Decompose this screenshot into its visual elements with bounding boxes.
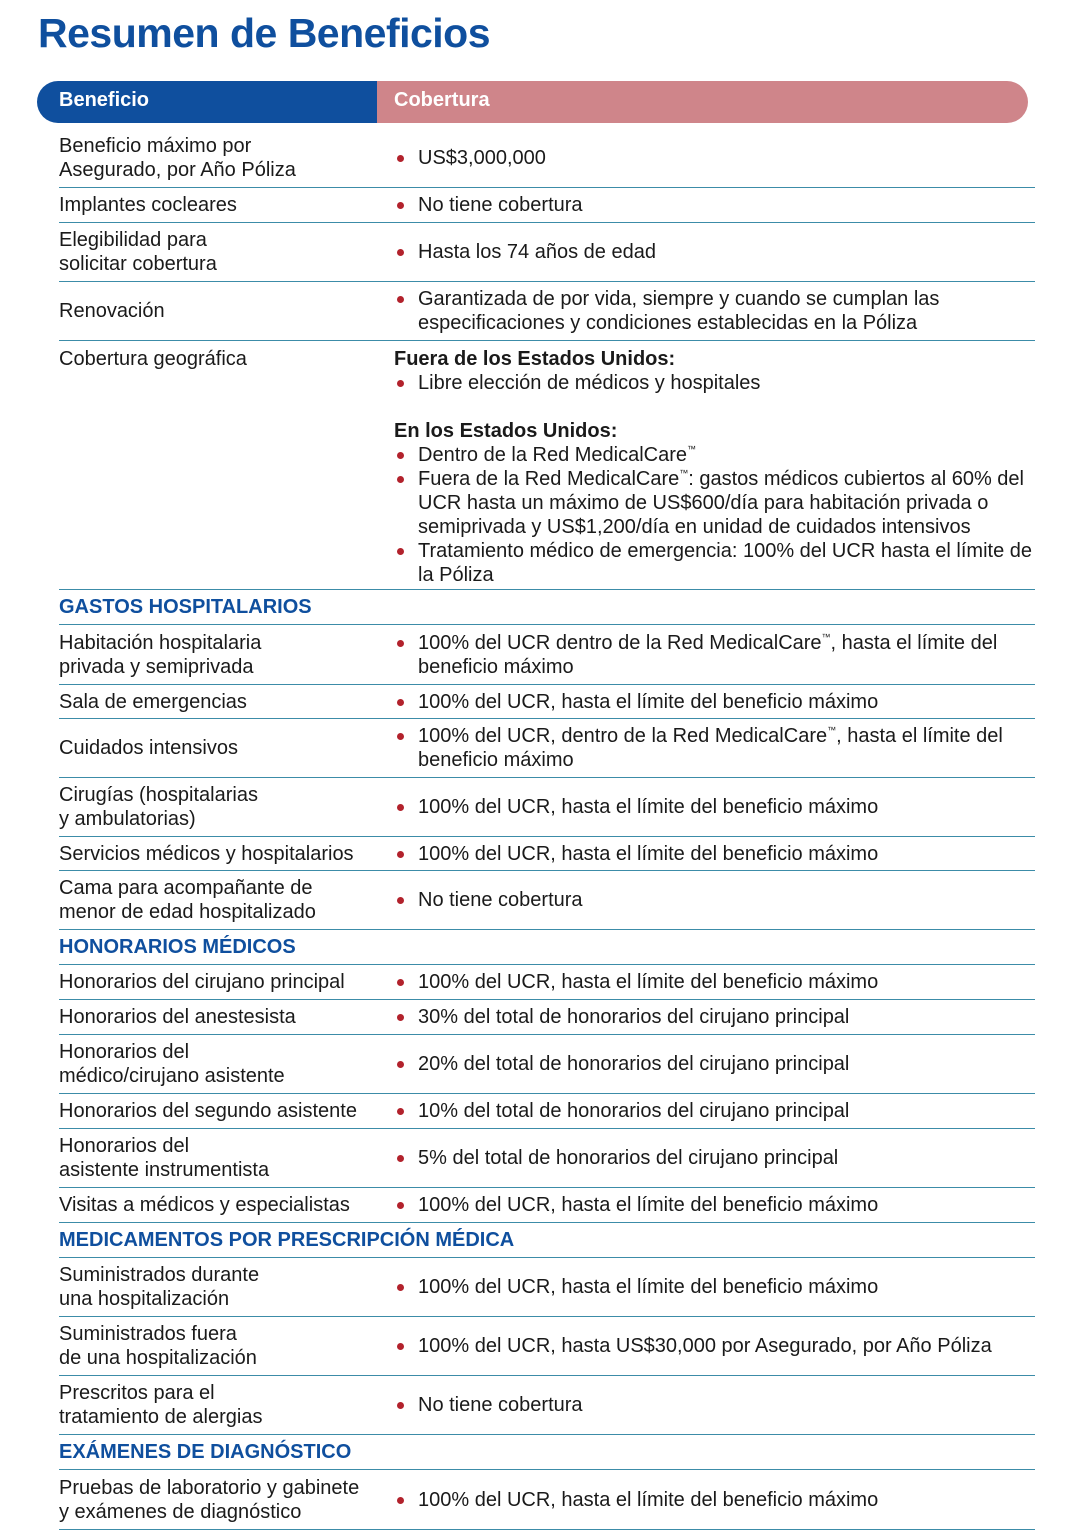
table-row (59, 685, 1035, 719)
list-item: Tratamiento médico de emergencia: 100% del UCR hasta el límite de la Póliza (394, 539, 1035, 587)
bullet-icon (397, 1014, 404, 1021)
coverage-value: 100% del UCR, hasta el límite del beneficio máximo (394, 690, 1035, 714)
bullet-icon (397, 452, 404, 459)
list-item: Dentro de la Red MedicalCare™ (394, 443, 1035, 467)
section-heading: MEDICAMENTOS POR PRESCRIPCIÓN MÉDICA (59, 1223, 1035, 1258)
coverage-value: 10% del total de honorarios del cirujano principal (394, 1099, 1035, 1123)
table-row (59, 1317, 1035, 1376)
bullet-icon (397, 1061, 404, 1068)
table-row (59, 1188, 1035, 1223)
benefit-label: Implantes cocleares (59, 194, 237, 216)
bullet-icon (397, 804, 404, 811)
table-row (59, 1376, 1035, 1435)
benefit-label: Honorarios del médico/cirujano asistente (59, 1041, 285, 1087)
benefit-label: Cirugías (hospitalarias y ambulatorias) (59, 784, 258, 830)
benefit-label: Honorarios del segundo asistente (59, 1100, 357, 1122)
benefit-label: Suministrados durante una hospitalización (59, 1264, 260, 1310)
table-header (37, 81, 1028, 123)
benefit-label: Elegibilidad para solicitar cobertura (59, 229, 217, 275)
coverage-value: No tiene cobertura (394, 1393, 1035, 1417)
table-row (59, 1000, 1035, 1035)
coverage-value: 100% del UCR, hasta US$30,000 por Asegurado, por Año Póliza (394, 1334, 1035, 1358)
table-row (59, 1129, 1035, 1188)
table-row (59, 128, 1035, 188)
table-row (59, 1094, 1035, 1129)
page-title: Resumen de Beneficios (38, 10, 491, 56)
table-row (59, 1470, 1035, 1530)
table-row (59, 719, 1035, 778)
benefit-label: Beneficio máximo por Asegurado, por Año Póliza (59, 134, 296, 181)
coverage-value: 100% del UCR, hasta el límite del beneficio máximo (394, 795, 1035, 819)
table-row (59, 188, 1035, 223)
list-item: Libre elección de médicos y hospitales (394, 371, 1035, 395)
coverage-value: 100% del UCR, hasta el límite del beneficio máximo (394, 1275, 1035, 1299)
coverage-value: 100% del UCR, hasta el límite del beneficio máximo (394, 1193, 1035, 1217)
table-row (59, 965, 1035, 1000)
coverage-value: No tiene cobertura (394, 193, 1035, 217)
outside-us-heading: Fuera de los Estados Unidos: (394, 348, 676, 370)
coverage-value (394, 347, 1035, 587)
benefit-label: Renovación (59, 300, 165, 322)
coverage-value: Hasta los 74 años de edad (394, 240, 1035, 264)
benefit-label: Cama para acompañante de menor de edad hospitalizado (59, 877, 316, 923)
benefit-label: Prescritos para el tratamiento de alergias (59, 1382, 263, 1428)
table-row (59, 871, 1035, 930)
benefit-label: Cuidados intensivos (59, 737, 238, 759)
benefit-label: Honorarios del anestesista (59, 1006, 296, 1028)
bullet-icon (397, 1343, 404, 1350)
section-heading: EXÁMENES DE DIAGNÓSTICO (59, 1435, 1035, 1470)
benefit-label: Pruebas de laboratorio y gabinete y exámenes de diagnóstico (59, 1476, 360, 1523)
table-row (59, 625, 1035, 685)
bullet-icon (397, 296, 404, 303)
header-coverage (349, 81, 1028, 123)
section-heading: HONORARIOS MÉDICOS (59, 930, 1035, 965)
bullet-icon (397, 1155, 404, 1162)
bullet-icon (397, 249, 404, 256)
benefit-label: Suministrados fuera de una hospitalización (59, 1323, 257, 1369)
table-row (59, 1035, 1035, 1094)
inside-us-heading: En los Estados Unidos: (394, 420, 618, 442)
coverage-value: 5% del total de honorarios del cirujano principal (394, 1146, 1035, 1170)
table-row (59, 1258, 1035, 1317)
table-row (59, 223, 1035, 282)
bullet-icon (397, 476, 404, 483)
benefit-label: Visitas a médicos y especialistas (59, 1194, 350, 1216)
benefits-table (59, 128, 1035, 1530)
header-benefit (37, 81, 377, 123)
coverage-value: 100% del UCR dentro de la Red MedicalCare™, hasta el límite del beneficio máximo (394, 631, 1035, 679)
benefit-label: Cobertura geográfica (59, 348, 247, 370)
benefit-label: Sala de emergencias (59, 690, 247, 713)
coverage-value: 100% del UCR, hasta el límite del beneficio máximo (394, 970, 1035, 994)
bullet-icon (397, 1402, 404, 1409)
bullet-icon (397, 1284, 404, 1291)
coverage-value: 100% del UCR, dentro de la Red MedicalCare™, hasta el límite del beneficio máximo (394, 724, 1035, 772)
header-coverage-label: Cobertura (394, 89, 490, 111)
bullet-icon (397, 699, 404, 706)
bullet-icon (397, 202, 404, 209)
bullet-icon (397, 155, 404, 162)
coverage-value: 30% del total de honorarios del cirujano principal (394, 1005, 1035, 1029)
bullet-icon (397, 733, 404, 740)
coverage-value: 100% del UCR, hasta el límite del beneficio máximo (394, 842, 1035, 866)
bullet-icon (397, 1497, 404, 1504)
coverage-value: 100% del UCR, hasta el límite del beneficio máximo (394, 1488, 1035, 1512)
coverage-value: No tiene cobertura (394, 888, 1035, 912)
bullet-icon (397, 640, 404, 647)
bullet-icon (397, 1202, 404, 1209)
list-item: Fuera de la Red MedicalCare™: gastos médicos cubiertos al 60% del UCR hasta un máximo de US$600/día para habitación privada o semiprivada y US$1,200/día en unidad de cuidados intensivos (394, 467, 1035, 539)
bullet-icon (397, 897, 404, 904)
bullet-icon (397, 380, 404, 387)
bullet-icon (397, 979, 404, 986)
benefit-label: Servicios médicos y hospitalarios (59, 842, 354, 865)
bullet-icon (397, 548, 404, 555)
benefit-label: Honorarios del asistente instrumentista (59, 1135, 270, 1181)
coverage-value: US$3,000,000 (394, 146, 1035, 170)
benefit-label: Habitación hospitalaria privada y semiprivada (59, 631, 262, 678)
header-benefit-label: Beneficio (59, 89, 150, 111)
bullet-icon (397, 851, 404, 858)
table-row-geographic (59, 341, 1035, 590)
table-row (59, 778, 1035, 837)
benefit-label: Honorarios del cirujano principal (59, 971, 345, 993)
table-row (59, 837, 1035, 871)
table-row (59, 282, 1035, 341)
coverage-value: 20% del total de honorarios del cirujano principal (394, 1052, 1035, 1076)
section-heading: GASTOS HOSPITALARIOS (59, 590, 1035, 625)
coverage-value: Garantizada de por vida, siempre y cuando se cumplan las especificaciones y condiciones establecidas en la Póliza (394, 287, 1035, 335)
bullet-icon (397, 1108, 404, 1115)
